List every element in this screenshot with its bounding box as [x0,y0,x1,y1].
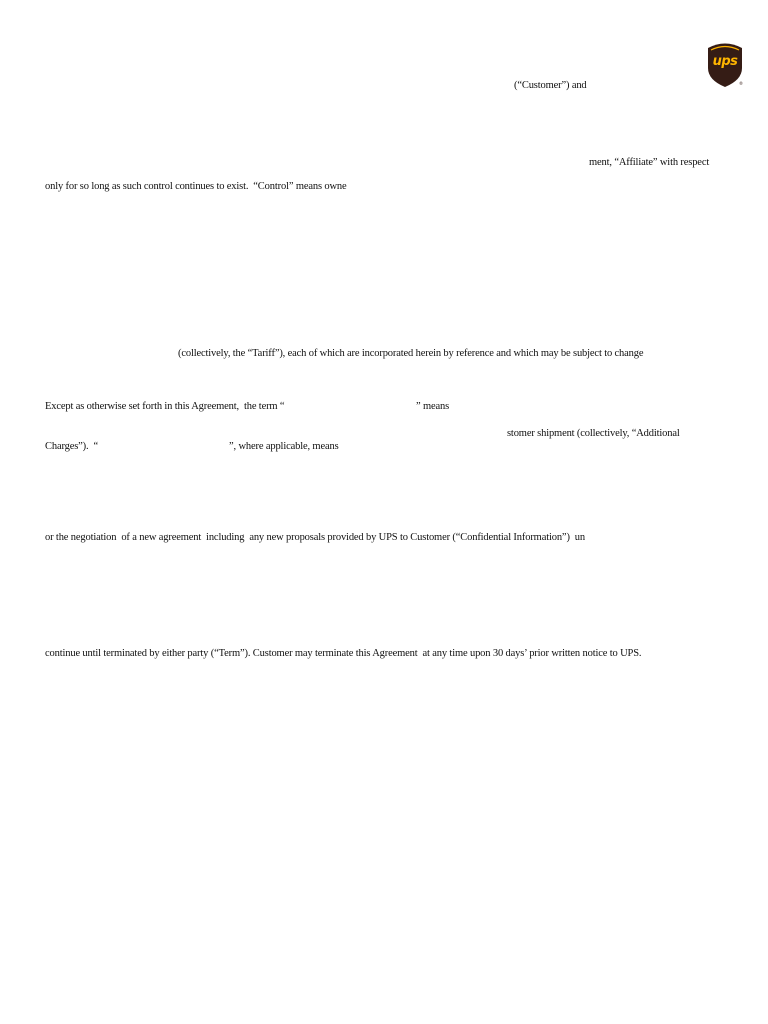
text-term-definition-means: ” means [416,401,450,412]
text-additional-charges: stomer shipment (collectively, “Additional [507,428,680,439]
text-tariff-definition: (collectively, the “Tariff”), each of which are incorporated herein by reference and which may be subject to change [178,348,644,359]
text-where-applicable: ”, where applicable, means [229,441,339,452]
text-term-definition-start: Except as otherwise set forth in this Agreement, the term “ [45,401,285,412]
text-term-termination: continue until terminated by either party (“Term”). Customer may terminate this Agreement at any time upon 30 days’ prior written notice to UPS. [45,648,642,659]
ups-logo [706,40,744,88]
trademark-symbol: ® [739,81,743,86]
ups-wordmark: ups [712,54,738,69]
text-control-definition: only for so long as such control continues to exist. “Control” means owne [45,181,347,192]
text-confidential-information: or the negotiation of a new agreement including any new proposals provided by UPS to Customer (“Confidential Information”) un [45,532,585,543]
text-customer-and: (“Customer”) and [514,80,587,91]
text-affiliate-definition: ment, “Affiliate” with respect [589,157,710,168]
text-charges: Charges”). “ [45,441,98,452]
